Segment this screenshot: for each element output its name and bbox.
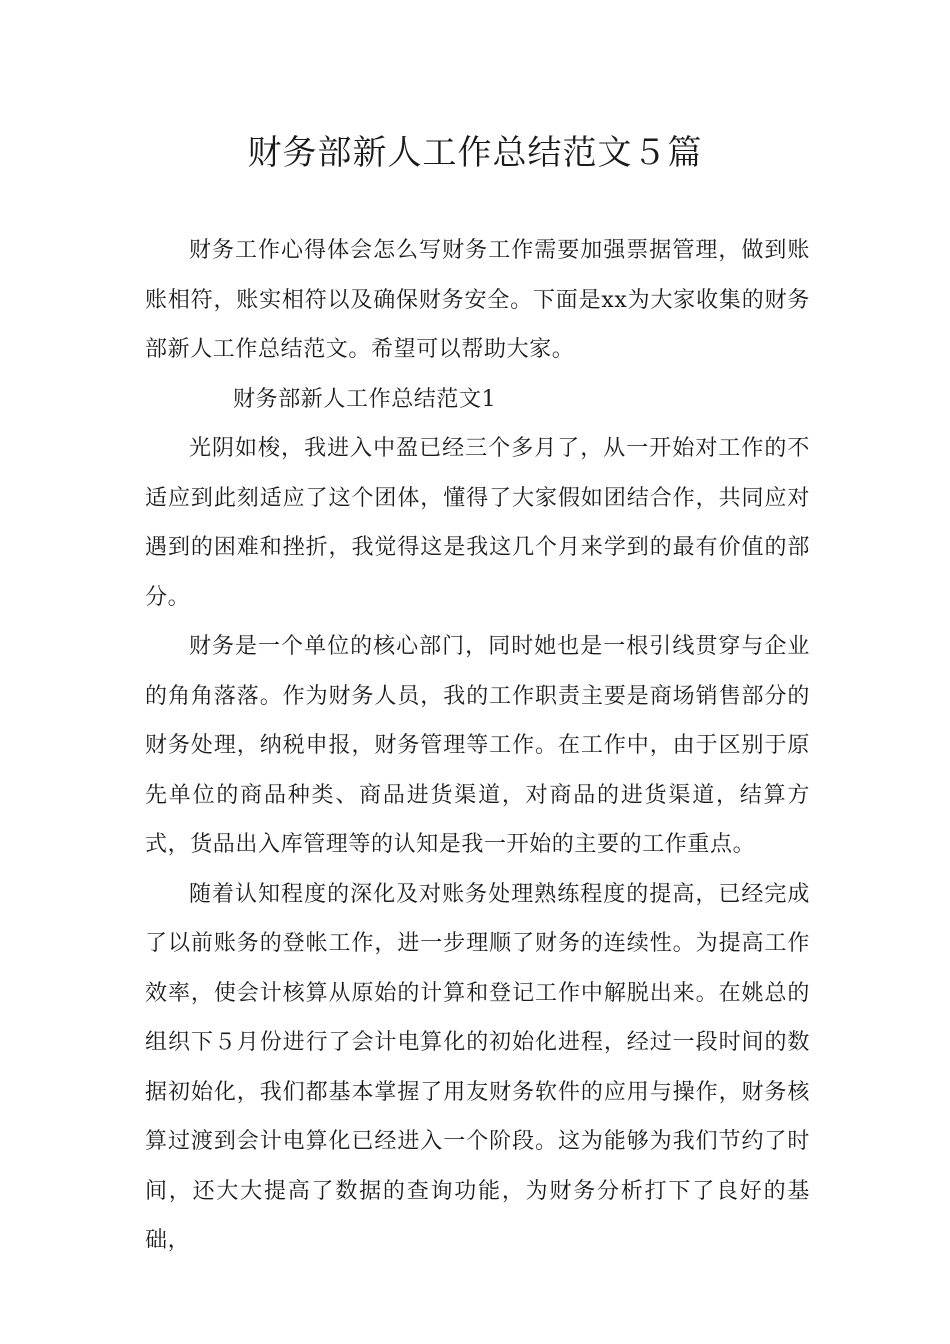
document-title: 财务部新人工作总结范文５篇 [247, 133, 703, 173]
document-body [145, 226, 810, 1266]
section-heading: 财务部新人工作总结范文1 [233, 386, 497, 412]
body-paragraph: 随着认知程度的深化及对账务处理熟练程度的提高，已经完成了以前账务的登帐工作，进一步理顺了财务的连续性。为提高工作效率，使会计核算从原始的计算和登记工作中解脱出来。在姚总的组织下５月份进行了会计电算化的初始化进程，经过一段时间的数据初始化，我们都基本掌握了用友财务软件的应用与操作，财务核算过渡到会计电算化已经进入一个阶段。这为能够为我们节约了时间，还大大提高了数据的查询功能，为财务分析打下了良好的基础， [145, 881, 810, 1253]
body-paragraph: 财务是一个单位的核心部门，同时她也是一根引线贯穿与企业的角角落落。作为财务人员，我的工作职责主要是商场销售部分的财务处理，纳税申报，财务管理等工作。在工作中，由于区别于原先单位的商品种类、商品进货渠道，对商品的进货渠道，结算方式，货品出入库管理等的认知是我一开始的主要的工作重点。 [145, 634, 810, 857]
body-paragraph: 光阴如梭，我进入中盈已经三个多月了，从一开始对工作的不适应到此刻适应了这个团体，懂得了大家假如团结合作，共同应对遇到的困难和挫折，我觉得这是我这几个月来学到的最有价值的部分。 [145, 436, 810, 610]
intro-paragraph: 财务工作心得体会怎么写财务工作需要加强票据管理，做到账账相符，账实相符以及确保财务安全。下面是xx为大家收集的财务部新人工作总结范文。希望可以帮助大家。 [145, 238, 810, 362]
